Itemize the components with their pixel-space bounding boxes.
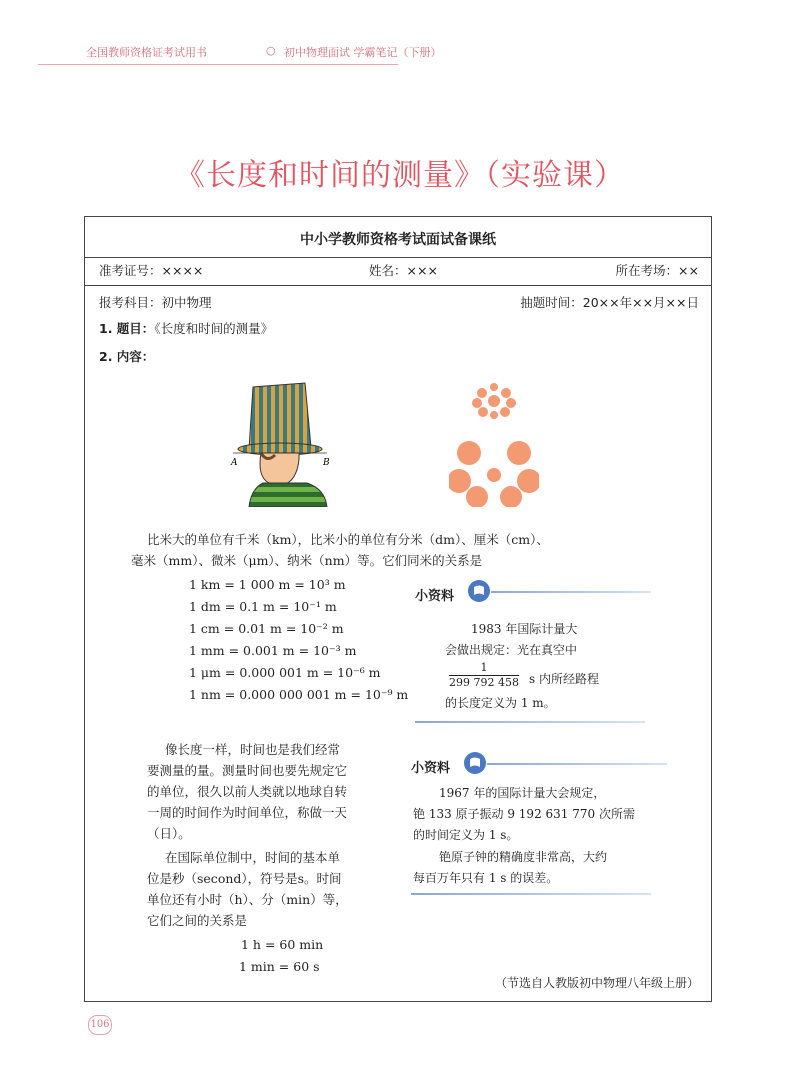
fraction: [449, 661, 519, 689]
paragraph-length-line2: 毫米（mm）、微米（μm）、纳米（nm）等。它们同米的关系是: [131, 553, 483, 568]
divider: [85, 285, 711, 286]
source-credit: （节选自人教版初中物理八年级上册）: [494, 976, 699, 990]
running-header: [38, 38, 598, 66]
topic-value: 《长度和时间的测量》: [154, 321, 274, 336]
book-icon: [463, 751, 487, 775]
page-title: 《长度和时间的测量》（实验课）: [175, 158, 625, 193]
info-note-1: [415, 585, 655, 725]
paragraph-length-line1: 比米大的单位有千米（km），比米小的单位有分米（dm）、厘米（cm）、: [147, 532, 549, 547]
topic-line: [99, 319, 273, 337]
page-number: 106: [88, 1015, 112, 1035]
equation: 1 km = 1 000 m = 10³ m: [189, 577, 346, 592]
paragraph-time: 一周的时间作为时间单位，称做一天: [147, 805, 348, 820]
content-label: 2. 内容：: [99, 349, 155, 364]
topic-label: 1. 题目：: [99, 321, 155, 336]
note-rule: [415, 721, 645, 723]
equation: 1 nm = 0.000 000 001 m = 10⁻⁹ m: [189, 687, 409, 702]
note-line: 1983 年国际计量大: [471, 622, 578, 636]
equation: 1 mm = 0.001 m = 10⁻³ m: [189, 643, 357, 658]
note-heading: 小资料: [415, 589, 455, 604]
equation: 1 cm = 0.01 m = 10⁻² m: [189, 621, 344, 636]
fraction-denominator: 299 792 458: [449, 676, 519, 689]
note-line: 1967 年的国际计量大会规定，: [439, 786, 606, 800]
time-equation: 1 h = 60 min: [241, 937, 324, 952]
paragraph-time: （日）。: [147, 826, 191, 841]
note-line: 铯原子钟的精确度非常高，大约: [439, 850, 608, 864]
fraction-numerator: 1: [480, 661, 488, 674]
equation: 1 μm = 0.000 001 m = 10⁻⁶ m: [189, 665, 381, 680]
header-separator: ○: [266, 44, 276, 57]
boy-hat-illustration: [227, 377, 347, 507]
prep-sheet: [84, 216, 712, 1002]
subject: 报考科目：初中物理: [99, 295, 212, 310]
paragraph-time: 像长度一样，时间也是我们经常: [165, 742, 341, 757]
note-line: 每百万年只有 1 s 的误差。: [413, 871, 559, 885]
paragraph-time: 的单位，很久以前人类就以地球自转: [147, 784, 348, 799]
note-heading: 小资料: [411, 761, 451, 776]
divider: [85, 257, 711, 258]
circle-illusion: [449, 381, 539, 507]
paragraph-si: 位是秒（second），符号是s。时间: [147, 871, 342, 886]
paragraph-si: 在国际单位制中，时间的基本单: [165, 850, 341, 865]
book-series: 全国教师资格证考试用书: [86, 46, 207, 59]
sheet-title: 中小学教师资格考试面试备课纸: [300, 232, 496, 248]
header-rule: [38, 64, 398, 65]
note-line: 的时间定义为 1 s。: [413, 828, 519, 842]
exam-number: 准考证号：××××: [99, 263, 204, 278]
paragraph-si: 它们之间的关系是: [147, 913, 248, 928]
draw-time: 抽题时间：20××年××月××日: [520, 295, 699, 310]
exam-venue: 所在考场：××: [615, 263, 699, 278]
book-icon: [467, 579, 491, 603]
label-a: A: [231, 458, 238, 468]
note-line: 会做出规定：光在真空中: [445, 643, 578, 657]
candidate-name: 姓名：×××: [369, 263, 438, 278]
note-rule: [487, 763, 667, 765]
time-equation: 1 min = 60 s: [239, 959, 320, 974]
label-b: B: [323, 458, 330, 468]
paragraph-si: 单位还有小时（h）、分（min）等，: [147, 892, 348, 907]
note-rule: [411, 893, 651, 895]
book-subtitle: 初中物理面试 学霸笔记（下册）: [284, 46, 442, 59]
note-line: s 内所经路程: [529, 672, 599, 686]
note-line: 的长度定义为 1 m。: [445, 696, 556, 710]
paragraph-time: 要测量的量。测量时间也要先规定它: [147, 763, 348, 778]
note-line: 铯 133 原子振动 9 192 631 770 次所需: [413, 807, 635, 821]
equation: 1 dm = 0.1 m = 10⁻¹ m: [189, 599, 337, 614]
info-note-2: [411, 757, 671, 897]
note-rule: [491, 591, 651, 593]
